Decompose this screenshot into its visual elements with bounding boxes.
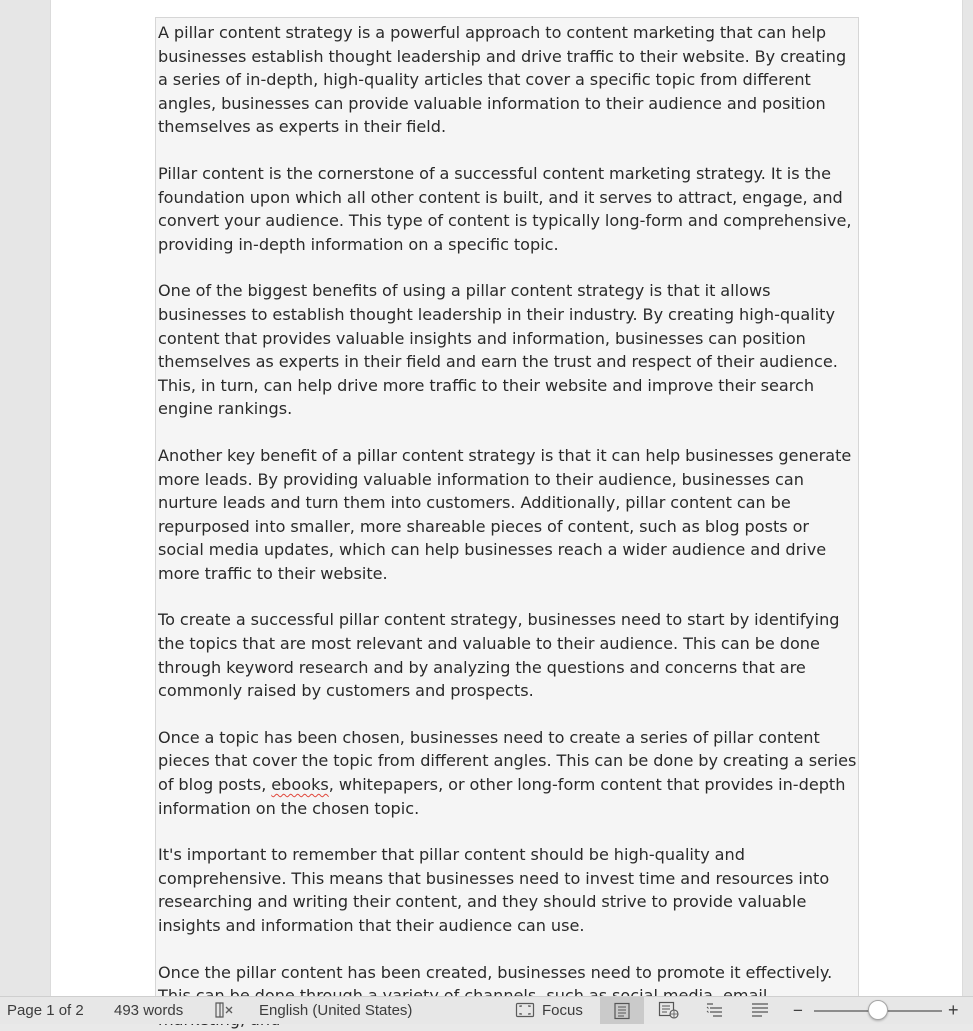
outline-icon[interactable] [705, 1001, 725, 1019]
paragraph-6-before: Once a topic has been chosen, businesses need to create a series of pillar content pieces that cover the topic from different angles. This can be done by creating a series of blog posts, [158, 727, 857, 795]
language-label[interactable]: English (United States) [259, 1002, 413, 1019]
print-layout-button[interactable] [600, 997, 644, 1024]
document-text-area[interactable] [155, 17, 859, 997]
page-count[interactable]: Page 1 of 2 [7, 1002, 84, 1019]
draft-icon[interactable] [750, 1001, 770, 1019]
paragraph-2[interactable]: Pillar content is the cornerstone of a successful content marketing strategy. It is the foundation upon which all other content is built, and it serves to attract, engage, and convert your audience. This type of content is typically long-form and comprehensive, providing in-depth information on a specific topic. [158, 163, 852, 254]
proofing-icon[interactable] [214, 1001, 234, 1019]
paragraph-6[interactable] [156, 726, 858, 820]
status-bar [0, 996, 973, 1024]
print-layout-icon [613, 1002, 631, 1020]
word-count[interactable]: 493 words [114, 1002, 184, 1019]
paragraph-6-after: , whitepapers, or other long-form content that provides in-depth information on the chosen topic. [158, 775, 846, 818]
paragraph-7[interactable]: It's important to remember that pillar content should be high-quality and comprehensive. This means that businesses need to invest time and resources into researching and writing their content, and they should strive to provide valuable insights and information that their audience can use. [158, 845, 830, 935]
zoom-out-button[interactable]: − [793, 1001, 803, 1020]
zoom-in-button[interactable]: + [948, 1000, 959, 1020]
paragraph-1[interactable]: A pillar content strategy is a powerful approach to content marketing that can help businesses establish thought leadership and drive traffic to their website. By creating a series of in-depth, high-quality articles that cover a specific topic from different angles, businesses can provide valuable information to their audience and position themselves as experts in their field. [158, 23, 847, 137]
paragraph-4[interactable]: Another key benefit of a pillar content strategy is that it can help businesses generate more leads. By providing valuable information to their audience, businesses can nurture leads and turn them into customers. Additionally, pillar content can be repurposed into smaller, more shareable pieces of content, such as blog posts or social media updates, which can help businesses reach a wider audience and drive more traffic to their website. [158, 445, 852, 583]
paragraph-3[interactable]: One of the biggest benefits of using a pillar content strategy is that it allows businesses to establish thought leadership in their industry. By creating high-quality content that provides valuable insights and information, businesses can position themselves as experts in their field and earn the trust and respect of their audience. This, in turn, can help drive more traffic to their website and improve their search engine rankings. [158, 281, 838, 419]
focus-label[interactable]: Focus [542, 1002, 583, 1019]
paragraph-5[interactable]: To create a successful pillar content strategy, businesses need to start by identifying the topics that are most relevant and valuable to their audience. This can be done through keyword research and by analyzing the questions and concerns that are commonly raised by customers and prospects. [158, 610, 840, 701]
misspelled-word[interactable]: ebooks [271, 775, 329, 795]
paragraph-8[interactable]: Once the pillar content has been created, businesses need to promote it effectively. [158, 962, 833, 982]
zoom-slider-handle[interactable] [868, 1000, 888, 1020]
focus-icon[interactable] [515, 1001, 535, 1019]
web-layout-icon[interactable] [658, 1001, 678, 1019]
